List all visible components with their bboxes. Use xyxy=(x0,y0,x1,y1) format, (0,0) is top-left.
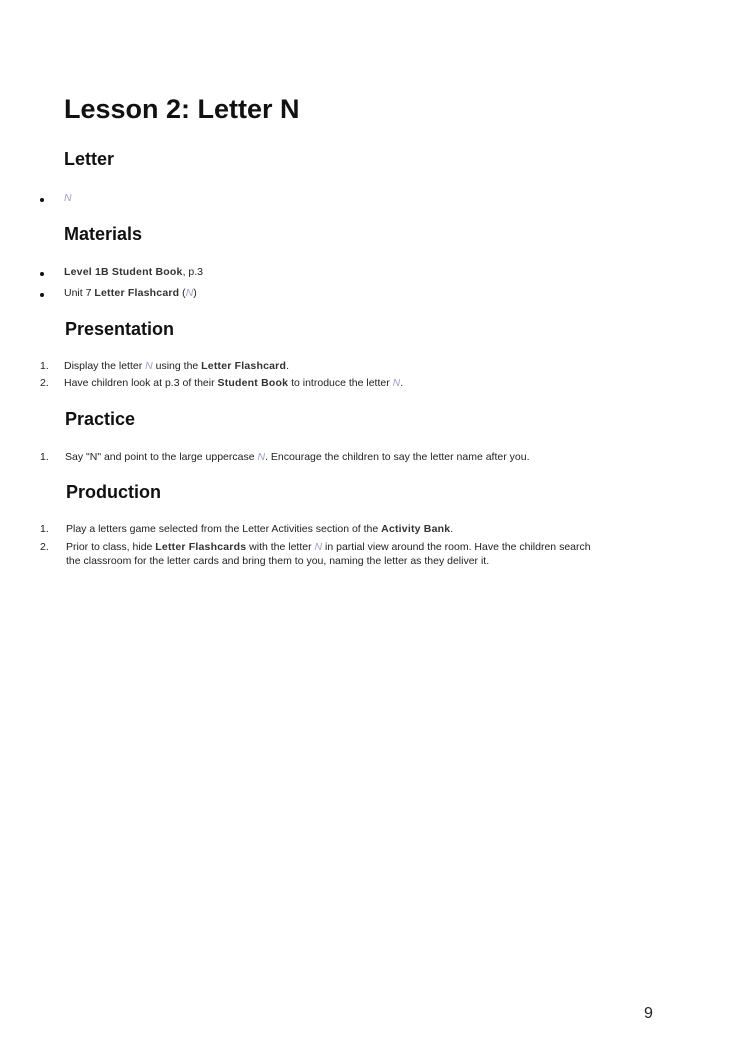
target-letter: N xyxy=(145,360,153,372)
bullet-marker xyxy=(40,293,44,297)
step-number: 2. xyxy=(40,377,49,389)
material-name: Letter Flashcard xyxy=(201,360,287,372)
bullet-marker xyxy=(40,198,44,202)
step-text: . Encourage the children to say the letter name after you. xyxy=(265,451,530,463)
lesson-title: Lesson 2: Letter N xyxy=(64,94,300,124)
production-step-2 xyxy=(66,541,591,553)
step-text: Have children look at p.3 of their xyxy=(64,377,218,389)
presentation-step-1 xyxy=(64,360,289,372)
target-letter: N xyxy=(257,451,266,463)
step-text: Display the letter xyxy=(64,360,146,372)
step-number: 1. xyxy=(40,523,49,535)
presentation-step-2 xyxy=(64,377,403,389)
letter-heading: Letter xyxy=(64,149,115,169)
practice-heading: Practice xyxy=(65,409,136,429)
step-text: . xyxy=(286,360,289,372)
material-prefix: Unit 7 xyxy=(64,287,95,299)
page-number: 9 xyxy=(644,1005,653,1022)
step-text: using the xyxy=(152,360,202,372)
step-text: to introduce the letter xyxy=(288,377,393,389)
materials-heading: Materials xyxy=(64,224,143,244)
material-detail: , p.3 xyxy=(182,266,203,278)
materials-item-2 xyxy=(64,287,197,299)
material-name: Activity Bank xyxy=(381,523,451,535)
target-letter: N xyxy=(314,541,323,553)
step-text: in partial view around the room. Have the children search xyxy=(322,541,591,553)
bullet-marker xyxy=(40,272,44,276)
paren-open: ( xyxy=(179,287,186,299)
presentation-heading: Presentation xyxy=(65,319,175,339)
production-step-2-continued: the classroom for the letter cards and bring them to you, naming the letter as they deliver it. xyxy=(66,555,490,567)
step-text: . xyxy=(400,377,404,389)
material-name: Student Book xyxy=(217,377,289,389)
step-number: 2. xyxy=(40,541,49,553)
material-name: Letter Flashcards xyxy=(155,541,247,553)
step-number: 1. xyxy=(40,360,49,372)
step-text: Prior to class, hide xyxy=(66,541,156,553)
step-number: 1. xyxy=(40,451,49,463)
material-name: Letter Flashcard xyxy=(94,287,180,299)
production-heading: Production xyxy=(66,482,161,502)
paren-close: ) xyxy=(193,287,197,299)
target-letter: N xyxy=(185,287,194,299)
practice-step-1 xyxy=(65,451,530,463)
step-text: Play a letters game selected from the Letter Activities section of the xyxy=(66,523,382,535)
material-name: Level 1B Student Book xyxy=(64,266,183,278)
step-text: Say "N" and point to the large uppercase xyxy=(65,451,258,463)
letter-item xyxy=(64,192,72,204)
production-step-1 xyxy=(66,523,453,535)
target-letter: N xyxy=(64,192,72,204)
step-text: with the letter xyxy=(246,541,315,553)
step-text: . xyxy=(450,523,454,535)
target-letter: N xyxy=(392,377,401,389)
materials-item-1 xyxy=(64,266,203,278)
